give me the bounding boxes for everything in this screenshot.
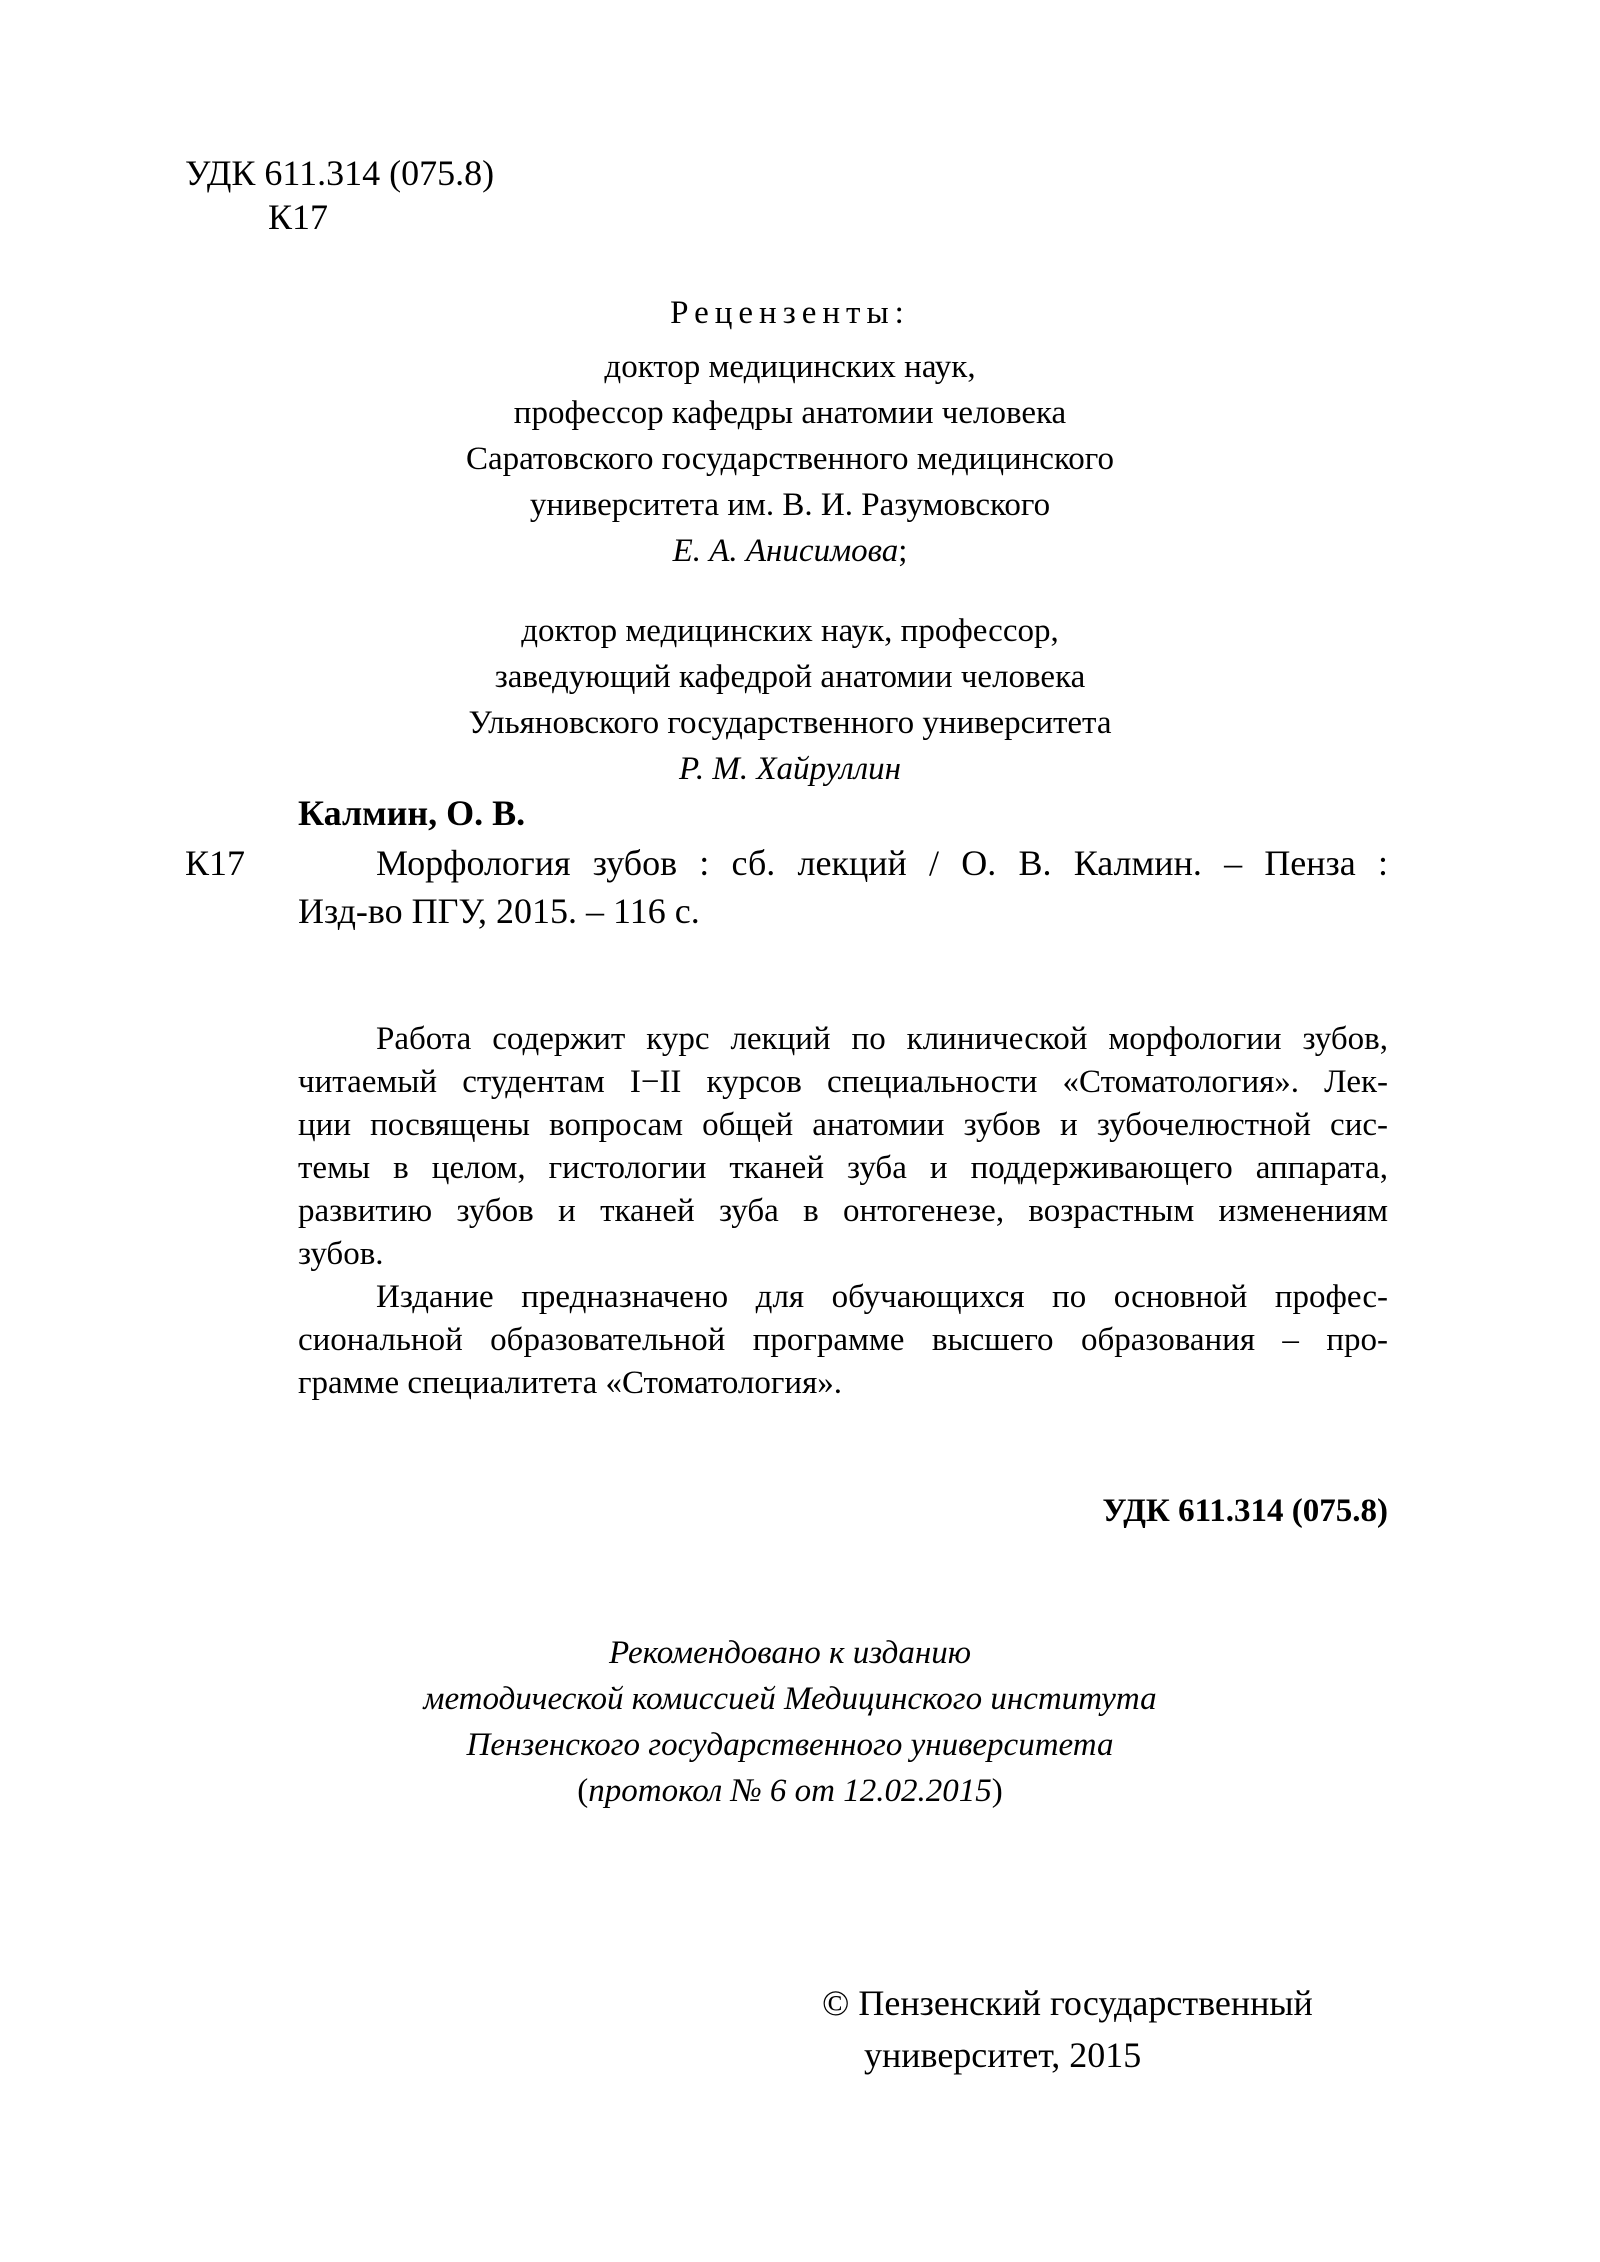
copyright-line-1: © Пензенский государственный (822, 1983, 1313, 2023)
abstract-line: темы в целом, гистологии тканей зуба и поддерживающего аппарата, (298, 1150, 1388, 1186)
reviewers-heading: Рецензенты: (670, 295, 910, 331)
paren-open: ( (577, 1773, 589, 1809)
reviewer-1-name-suffix: ; (898, 533, 908, 569)
abstract-paragraph-1 (298, 1018, 1388, 1276)
reviewer-1-name: Е. А. Анисимова (672, 533, 899, 569)
abstract-line: ции посвящены вопросам общей анатомии зубов и зубочелюстной сис- (298, 1107, 1388, 1143)
classification-code: К17 (268, 197, 329, 237)
reviewer-1-line: университета им. В. И. Разумовского (529, 487, 1051, 523)
bibliography-line-2: Изд-во ПГУ, 2015. – 116 с. (298, 891, 700, 931)
bibliography-code: К17 (185, 843, 246, 883)
bibliography-line-1: Морфология зубов : сб. лекций / О. В. Калмин. – Пенза : (376, 843, 1388, 883)
copyright-line-2: университет, 2015 (864, 2035, 1142, 2075)
reviewer-2-line: Ульяновского государственного университета (468, 705, 1112, 741)
abstract-line: зубов. (298, 1236, 384, 1272)
protocol-text: протокол № 6 от 12.02.2015 (588, 1773, 992, 1809)
reviewer-2-line: заведующий кафедрой анатомии человека (494, 659, 1086, 695)
abstract-line: развитию зубов и тканей зуба в онтогенезе, возрастным изменениям (298, 1193, 1388, 1229)
protocol-line (360, 1768, 1220, 1814)
recommendation-line: методической комиссией Медицинского института (423, 1681, 1157, 1717)
recommendation-block (360, 1630, 1220, 1814)
paren-close: ) (991, 1773, 1003, 1809)
recommendation-line: Рекомендовано к изданию (609, 1635, 971, 1671)
reviewer-1-line: Саратовского государственного медицинского (465, 441, 1115, 477)
udk-bold: УДК 611.314 (075.8) (1102, 1493, 1388, 1529)
abstract-paragraph-2 (298, 1276, 1388, 1405)
reviewers-block (420, 290, 1160, 792)
reviewer-1-line: доктор медицинских наук, (604, 349, 976, 385)
abstract-line: Издание предназначено для обучающихся по основной профес- (376, 1279, 1388, 1315)
reviewer-2-line: доктор медицинских наук, профессор, (521, 613, 1059, 649)
recommendation-line: Пензенского государственного университета (466, 1727, 1114, 1763)
author-name: Калмин, О. В. (298, 793, 526, 833)
udk-header: УДК 611.314 (075.8) (185, 153, 495, 193)
abstract-line: грамме специалитета «Стоматология». (298, 1365, 843, 1401)
abstract-line: Работа содержит курс лекций по клинической морфологии зубов, (376, 1021, 1388, 1057)
abstract-line: читаемый студентам I−II курсов специальности «Стоматология». Лек- (298, 1064, 1388, 1100)
reviewer-1-line: профессор кафедры анатомии человека (513, 395, 1067, 431)
reviewer-1-name-line (420, 528, 1160, 574)
reviewer-2-name: Р. М. Хайруллин (679, 751, 901, 787)
abstract-line: сиональной образовательной программе высшего образования – про- (298, 1322, 1388, 1358)
